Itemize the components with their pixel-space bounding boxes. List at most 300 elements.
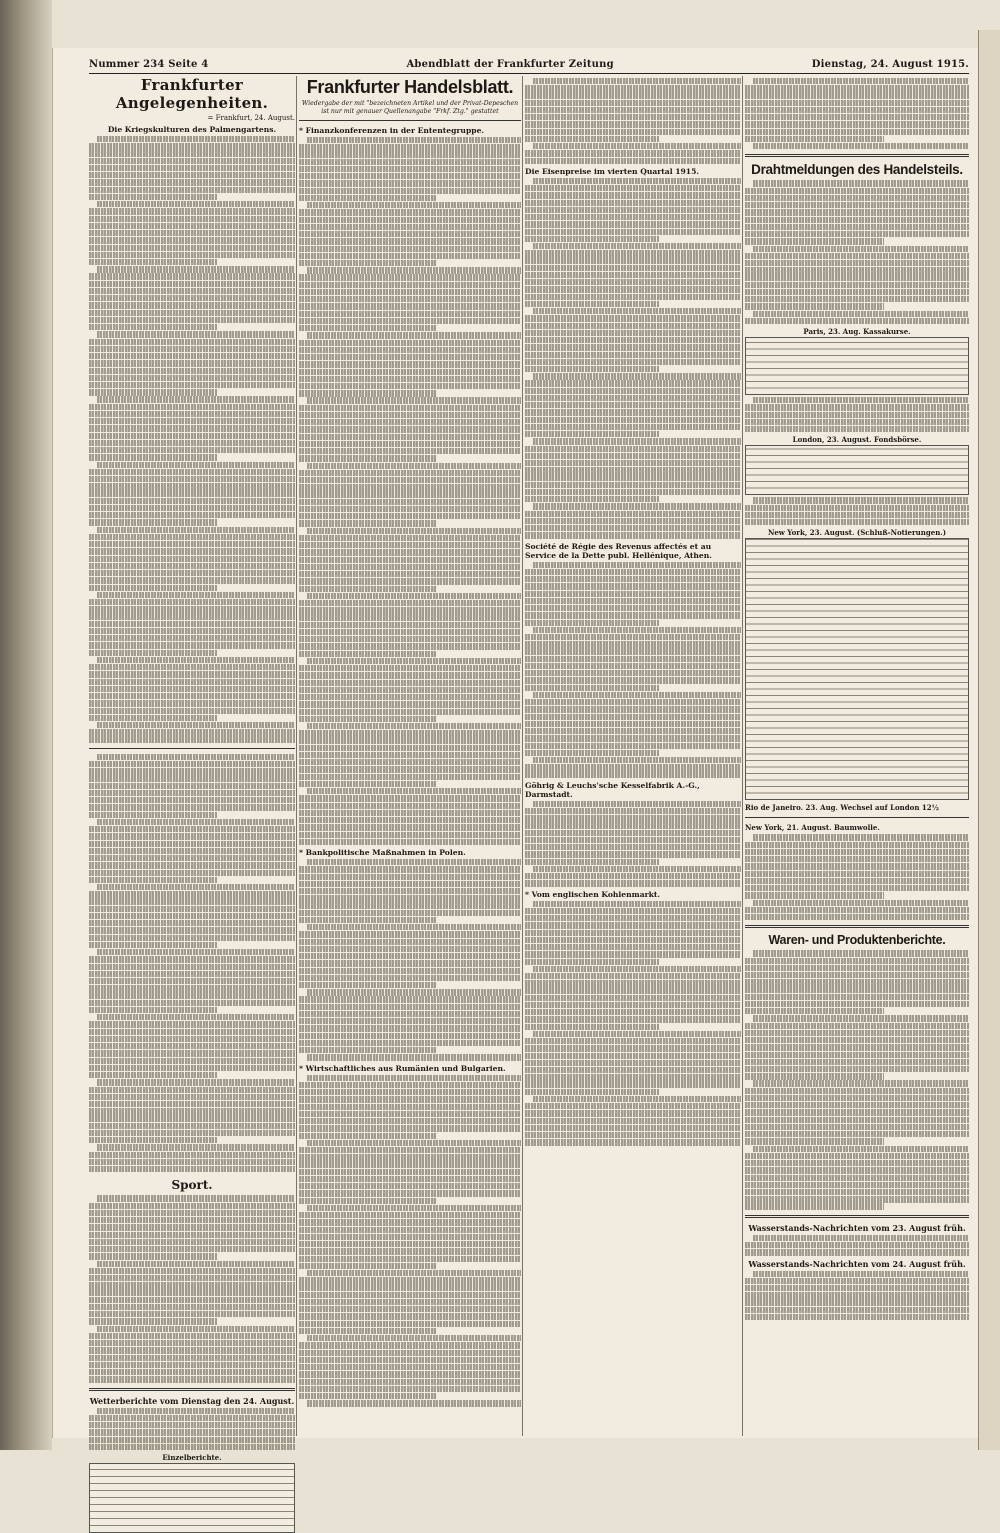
text-line	[525, 612, 741, 618]
text-line	[299, 1379, 521, 1385]
text-line	[97, 754, 295, 760]
text-line	[745, 856, 969, 862]
text-line	[299, 824, 521, 830]
article-body-text	[525, 178, 741, 539]
text-line	[299, 564, 521, 570]
text-line	[299, 960, 521, 966]
text-line	[97, 201, 295, 207]
text-line	[89, 425, 295, 431]
text-line	[745, 1109, 969, 1115]
text-line	[525, 987, 741, 993]
text-line	[525, 815, 741, 821]
text-line	[299, 1169, 521, 1175]
text-line	[299, 607, 521, 613]
text-line	[525, 121, 741, 127]
text-line	[525, 951, 741, 957]
text-line	[89, 324, 217, 330]
text-line	[307, 1270, 521, 1276]
text-line	[89, 469, 295, 475]
text-line	[299, 1350, 521, 1356]
weather-table	[89, 1463, 295, 1533]
article-body-text	[745, 78, 969, 149]
text-line	[299, 231, 521, 237]
text-line	[525, 1038, 741, 1044]
text-line	[89, 317, 295, 323]
text-line	[745, 885, 969, 891]
text-line	[525, 200, 741, 206]
text-line	[307, 1140, 521, 1146]
text-line	[525, 344, 741, 350]
text-line	[525, 837, 741, 843]
text-line	[745, 1102, 969, 1108]
text-line	[525, 158, 741, 164]
text-line	[299, 1040, 521, 1046]
text-line	[533, 1096, 741, 1102]
text-line	[525, 1016, 741, 1022]
text-line	[525, 294, 741, 300]
text-line	[745, 972, 969, 978]
text-line	[299, 238, 521, 244]
text-line	[89, 259, 217, 265]
text-line	[299, 1176, 521, 1182]
text-line	[745, 1196, 969, 1202]
text-line	[89, 1347, 295, 1353]
text-line	[299, 209, 521, 215]
text-line	[89, 404, 295, 410]
text-line	[299, 289, 521, 295]
column-rule	[742, 76, 743, 1436]
text-line	[89, 1007, 217, 1013]
col2-section-heading: * Wirtschaftliches aus Rumänien und Bulgarien.	[299, 1063, 506, 1073]
text-line	[745, 907, 969, 913]
text-line	[299, 817, 521, 823]
text-line	[299, 709, 521, 715]
col4-title: Drahtmeldungen des Handelsteils.	[751, 162, 963, 178]
text-line	[89, 913, 295, 919]
text-line	[745, 136, 884, 142]
text-line	[525, 359, 741, 365]
text-line	[745, 1314, 969, 1320]
text-line	[89, 664, 295, 670]
text-line	[299, 1082, 521, 1088]
text-line	[89, 1268, 295, 1274]
text-line	[299, 484, 521, 490]
text-line	[525, 532, 741, 538]
text-line	[89, 1376, 295, 1382]
text-line	[525, 656, 741, 662]
text-line	[89, 1210, 295, 1216]
text-line	[299, 1018, 521, 1024]
text-line	[299, 1248, 521, 1254]
text-line	[89, 1355, 295, 1361]
text-line	[89, 1101, 295, 1107]
text-line	[89, 1094, 295, 1100]
text-line	[745, 1299, 969, 1305]
text-line	[745, 1278, 969, 1284]
text-line	[745, 303, 884, 309]
london-table	[745, 445, 969, 495]
text-line	[525, 192, 741, 198]
text-line	[533, 692, 741, 698]
text-line	[745, 958, 969, 964]
text-line	[299, 586, 437, 592]
text-line	[525, 323, 741, 329]
newyork-table	[745, 538, 969, 800]
text-line	[299, 774, 521, 780]
text-line	[89, 302, 295, 308]
text-line	[745, 1088, 969, 1094]
text-line	[89, 671, 295, 677]
text-line	[299, 166, 521, 172]
text-line	[89, 1000, 295, 1006]
text-line	[299, 745, 521, 751]
text-line	[299, 1219, 521, 1225]
separator	[89, 748, 295, 749]
text-line	[525, 576, 741, 582]
article-body-text	[299, 859, 521, 1061]
text-line	[525, 1103, 741, 1109]
text-line	[299, 173, 521, 179]
text-line	[89, 942, 217, 948]
text-line	[533, 503, 741, 509]
text-line	[89, 1429, 295, 1435]
text-line	[525, 830, 741, 836]
text-line	[525, 489, 741, 495]
text-line	[745, 426, 969, 432]
text-line	[299, 1033, 521, 1039]
text-line	[299, 968, 521, 974]
text-line	[97, 722, 295, 728]
text-line	[97, 949, 295, 955]
text-line	[299, 1393, 437, 1399]
text-line	[89, 812, 217, 818]
text-line	[89, 1318, 217, 1324]
text-line	[299, 1212, 521, 1218]
text-line	[89, 679, 295, 685]
text-line	[525, 1139, 741, 1145]
text-line	[525, 685, 659, 691]
text-line	[753, 180, 969, 186]
article-body-text	[745, 180, 969, 324]
text-line	[89, 761, 295, 767]
text-line	[525, 959, 659, 965]
text-line	[753, 950, 969, 956]
text-line	[89, 841, 295, 847]
text-line	[89, 1444, 295, 1450]
text-line	[89, 826, 295, 832]
separator	[89, 1388, 295, 1391]
text-line	[89, 570, 295, 576]
column-4	[745, 76, 969, 1321]
col1-title: Frankfurter Angelegenheiten.	[115, 76, 269, 112]
text-line	[89, 985, 295, 991]
article-body-text	[89, 136, 295, 743]
text-line	[753, 834, 969, 840]
text-line	[89, 556, 295, 562]
article-body-text	[745, 497, 969, 525]
separator	[745, 154, 969, 157]
text-line	[299, 1089, 521, 1095]
text-line	[525, 431, 659, 437]
article-body-text	[89, 1408, 295, 1450]
article-body-text	[89, 1195, 295, 1382]
text-line	[299, 246, 521, 252]
text-line	[89, 855, 295, 861]
text-line	[89, 534, 295, 540]
text-line	[299, 390, 437, 396]
text-line	[745, 412, 969, 418]
text-line	[745, 1203, 884, 1209]
article-body-text	[525, 562, 741, 778]
article-body-text	[525, 78, 741, 164]
text-line	[299, 839, 521, 845]
text-line	[299, 996, 521, 1002]
text-line	[89, 1282, 295, 1288]
text-line	[299, 1227, 521, 1233]
text-line	[525, 908, 741, 914]
text-line	[299, 1328, 437, 1334]
text-line	[525, 995, 741, 1001]
wasser-heading-1: Wasserstands-Nachrichten vom 23. August früh.	[748, 1222, 966, 1233]
text-line	[525, 1074, 741, 1080]
text-line	[745, 404, 969, 410]
text-line	[299, 939, 521, 945]
text-line	[89, 870, 295, 876]
text-line	[89, 920, 295, 926]
text-line	[299, 557, 521, 563]
text-line	[525, 648, 741, 654]
text-line	[89, 1137, 217, 1143]
text-line	[525, 1009, 741, 1015]
text-line	[89, 1239, 295, 1245]
text-line	[533, 1031, 741, 1037]
text-line	[89, 1232, 295, 1238]
article-body-text	[745, 1235, 969, 1256]
text-line	[525, 605, 741, 611]
text-line	[745, 129, 969, 135]
text-line	[525, 330, 741, 336]
text-line	[89, 621, 295, 627]
text-line	[97, 331, 295, 337]
text-line	[89, 650, 217, 656]
text-line	[299, 405, 521, 411]
page-header	[89, 56, 969, 74]
text-line	[299, 499, 521, 505]
text-line	[89, 273, 295, 279]
text-line	[299, 672, 521, 678]
text-line	[89, 368, 295, 374]
text-line	[745, 121, 969, 127]
text-line	[299, 622, 521, 628]
text-line	[89, 906, 295, 912]
text-line	[89, 1253, 217, 1259]
text-line	[525, 286, 741, 292]
text-line	[89, 628, 295, 634]
text-line	[299, 383, 521, 389]
text-line	[97, 1144, 295, 1150]
text-line	[97, 396, 295, 402]
text-line	[89, 577, 295, 583]
text-line	[89, 389, 217, 395]
text-line	[299, 426, 521, 432]
sport-title: Sport.	[171, 1178, 213, 1193]
col3-section-heading: * Vom englischen Kohlenmarkt.	[525, 889, 661, 899]
text-line	[525, 677, 741, 683]
text-line	[745, 1124, 969, 1130]
separator	[745, 1215, 969, 1218]
newyork-heading: New York, 23. August. (Schluß-Notierungen.)	[767, 528, 947, 538]
text-line	[299, 578, 521, 584]
text-line	[89, 978, 295, 984]
text-line	[89, 715, 217, 721]
text-line	[745, 224, 969, 230]
text-line	[525, 743, 741, 749]
text-line	[299, 296, 521, 302]
text-line	[299, 694, 521, 700]
text-line	[525, 402, 741, 408]
text-line	[525, 1024, 659, 1030]
text-line	[525, 880, 741, 886]
text-line	[299, 1096, 521, 1102]
text-line	[525, 735, 741, 741]
text-line	[89, 187, 295, 193]
text-line	[525, 511, 741, 517]
text-line	[745, 1189, 969, 1195]
article-body-text	[525, 901, 741, 1146]
text-line	[299, 325, 437, 331]
text-line	[97, 1195, 295, 1201]
col1-section-heading: Die Kriegskulturen des Palmengartens.	[107, 125, 277, 134]
text-line	[89, 1415, 295, 1421]
text-line	[525, 272, 741, 278]
text-line	[89, 1072, 217, 1078]
text-line	[299, 535, 521, 541]
text-line	[89, 1217, 295, 1223]
text-line	[299, 260, 437, 266]
text-line	[525, 663, 741, 669]
text-line	[525, 859, 659, 865]
text-line	[533, 308, 741, 314]
text-line	[89, 1058, 295, 1064]
text-line	[525, 279, 741, 285]
text-line	[745, 849, 969, 855]
text-line	[89, 519, 217, 525]
text-line	[97, 266, 295, 272]
text-line	[299, 1313, 521, 1319]
text-line	[525, 214, 741, 220]
text-line	[745, 1008, 884, 1014]
text-line	[745, 1117, 969, 1123]
text-line	[745, 1175, 969, 1181]
text-line	[745, 842, 969, 848]
text-line	[533, 243, 741, 249]
text-line	[525, 92, 741, 98]
text-line	[299, 340, 521, 346]
text-line	[745, 1059, 969, 1065]
text-line	[299, 832, 521, 838]
text-line	[299, 730, 521, 736]
text-line	[299, 1357, 521, 1363]
article-body-text	[525, 801, 741, 887]
text-line	[525, 467, 741, 473]
text-line	[299, 1198, 437, 1204]
text-line	[745, 871, 969, 877]
text-line	[89, 194, 217, 200]
text-line	[89, 230, 295, 236]
text-line	[745, 1037, 969, 1043]
text-line	[299, 1284, 521, 1290]
text-line	[89, 252, 295, 258]
paris-heading: Paris, 23. Aug. Kassakurse.	[803, 327, 911, 337]
text-line	[745, 1001, 969, 1007]
text-line	[89, 208, 295, 214]
col3-section-heading: Die Eisenpreise im vierten Quartal 1915.	[525, 166, 700, 176]
text-line	[299, 1111, 521, 1117]
text-line	[745, 863, 969, 869]
text-line	[299, 917, 437, 923]
text-line	[299, 282, 521, 288]
text-line	[745, 512, 969, 518]
wasser-heading-2: Wasserstands-Nachrichten vom 24. August früh.	[748, 1258, 966, 1269]
text-line	[745, 519, 969, 525]
text-line	[307, 658, 521, 664]
text-line	[299, 159, 521, 165]
text-line	[745, 1066, 969, 1072]
text-line	[307, 202, 521, 208]
text-line	[89, 964, 295, 970]
text-line	[89, 541, 295, 547]
text-line	[89, 505, 295, 511]
text-line	[525, 980, 741, 986]
text-line	[299, 412, 521, 418]
text-line	[525, 764, 741, 770]
text-line	[89, 237, 295, 243]
text-line	[745, 202, 969, 208]
text-line	[745, 231, 969, 237]
text-line	[97, 136, 295, 142]
text-line	[525, 1060, 741, 1066]
text-line	[525, 380, 741, 386]
text-line	[307, 723, 521, 729]
text-line	[745, 994, 969, 1000]
text-line	[299, 946, 521, 952]
text-line	[299, 542, 521, 548]
text-line	[533, 801, 741, 807]
text-line	[97, 592, 295, 598]
text-line	[89, 418, 295, 424]
text-line	[89, 150, 295, 156]
text-line	[753, 1015, 969, 1021]
text-line	[525, 409, 741, 415]
text-line	[89, 1036, 295, 1042]
text-line	[97, 1079, 295, 1085]
text-line	[525, 1132, 741, 1138]
column-2	[299, 76, 521, 1407]
text-line	[89, 382, 295, 388]
text-line	[299, 369, 521, 375]
text-line	[89, 790, 295, 796]
text-line	[299, 455, 437, 461]
text-line	[89, 585, 217, 591]
text-line	[299, 253, 521, 259]
text-line	[753, 246, 969, 252]
text-line	[299, 188, 521, 194]
text-line	[299, 195, 437, 201]
text-line	[89, 1224, 295, 1230]
text-line	[525, 1110, 741, 1116]
text-line	[753, 397, 969, 403]
text-line	[89, 862, 295, 868]
